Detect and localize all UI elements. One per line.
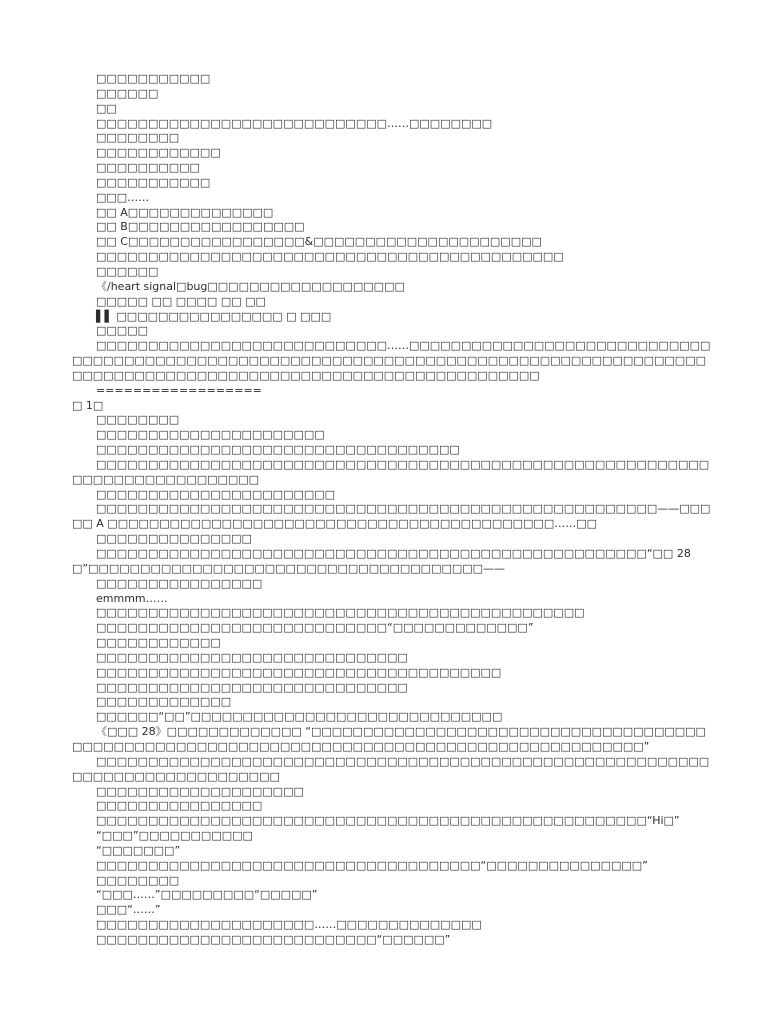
text-line: □□ C□□□□□□□□□□□□□□□□□&□□□□□□□□□□□□□□□□□□□□□□ — [96, 235, 542, 249]
text-line: □□ — [96, 101, 117, 115]
text-line: □□□□□□“□□”□□□□□□□□□□□□□□□□□□□□□□□□□□□□□□ — [96, 710, 503, 724]
text-line: □□□□□□□□□□□□□□□□□□□□□□□□□□□□□□□□□□□□□□□□□□□□□□□ — [96, 606, 585, 620]
text-line: □□□□□□□□□□□□□□□□□□□□□□□□□□□“□□□□□□” — [96, 932, 451, 946]
text-line: □□□□□□□□□□□□□□□□□□□□□□□□□□□□□□□□□□□□□□□□□□□□□□□□□□□□□□□□□□□□□□□□□□□□□□□□□□□□□□□ — [72, 754, 710, 783]
text-line: □□□…… — [96, 190, 150, 204]
text-line: □□□□□□□□□□□□□□□□□□□□□……□□□□□□□□□□□□□□ — [96, 918, 482, 932]
text-line: 《/heart signal□bug□□□□□□□□□□□□□□□□□□□ — [96, 279, 405, 293]
text-line: □□□□□□□□□□□□□□□□□□□□□□□□□□□□□□□□□□□□□□□ — [96, 665, 502, 679]
text-line: □□□□□ □□ □□□□ □□ □□ — [96, 294, 266, 308]
text-line: □□□□□□□□□□□□□□□□□□□□□□□□□□□□□□□□□□□□□“□□□□□□□□□□□□□□□” — [96, 858, 648, 872]
text-line: emmmm…… — [96, 591, 168, 605]
text-line: □□□□□□□□□□□□□□□□□□□□□□□□□□□□□□□□□□□□□□□□□□□□□ — [96, 250, 564, 264]
text-line: □□□□□□□□□□□□□□□□□□□□□□ — [96, 428, 325, 442]
text-line: □□□□□□□□□□ — [96, 161, 200, 175]
text-line: □□□□□□□□□□□□□□□□ — [96, 576, 263, 590]
text-line: □□□□□□□□□□□□□□□□□□□□ — [96, 784, 304, 798]
text-line: □□ A□□□□□□□□□□□□□□ — [96, 205, 274, 219]
text-line: □□□□□□□□□□□□□□□□□□□□□□□□□□□□□□□□□□□□□□□□□□□□□□□□□□□□□□——□□□□□ A □□□□□□□□□□□□□□□□□□□□□□□□□□□□□□□□□□□□□□□□□□□……□□ — [72, 502, 711, 531]
text-line: □□□□□□□□□□□□□□□□□□□□□□□□□□□□□□□□□□□□□□□□□□□□□□□□□□□□□□□□□□□□□□□□□□□□□□□□□□□□□ — [72, 457, 710, 486]
text-line: □□□□□□□□□□□ — [96, 175, 211, 189]
text-line: □□□□□□□□□□□□□□□□□□□□□□□ — [96, 487, 336, 501]
text-line: □□□□□□□□□□□□□□□□□□□□□□□□□□□□……□□□□□□□□□□□□□□□□□□□□□□□□□□□□□□□□□□□□□□□□□□□□□□□□□□□□□□□□□□□□□□□□□□□□□□□□□□□□□□□□□□□□□□□□□□□□□□□□□□□□□□□□□□□□□□□□□□□□□□□□□□□□□□□□□□□□□□□ — [72, 339, 711, 382]
text-line: □□□□□□□□□□□□ — [96, 636, 221, 650]
chapter-heading: □ 1□ — [72, 398, 104, 412]
text-line: □□□□□□□□□□□□ — [96, 146, 221, 160]
text-line: □□□□□□□□□□□□□□□□ — [96, 799, 263, 813]
text-line: 《□□□ 28》□□□□□□□□□□□□□ “□□□□□□□□□□□□□□□□□□□□□□□□□□□□□□□□□□□□□□□□□□□□□□□□□□□□□□□□□□□□□□□□□□□□□□□□□□□□□□□□□□□□□□□□□□□□□” — [72, 725, 706, 753]
text-line: □□□□□□ — [96, 264, 159, 278]
text-line: □□□□□□□□□□□□□□□□□□□□□□□□□□□□□□ — [96, 680, 408, 694]
text-line: □□□□□□□□□□□□□□□□□□□□□□□□□□□□……□□□□□□□□ — [96, 116, 493, 130]
text-line: □□□□□□□□□□□□□□□□□□□□□□□□□□□□□□□□□□□□□□□□□□□□□□□□□□□□□“□□ 28 □”□□□□□□□□□□□□□□□□□□□□□□□□□□□□□□□□□□□□□□—— — [72, 547, 695, 575]
text-line: □□□□□□□□ — [96, 131, 180, 145]
text-line: □□□□□□□□□□□□□ — [96, 695, 232, 709]
text-line: □□□□□□□□□□□□□□□ — [96, 532, 252, 546]
document-page — [72, 72, 712, 948]
text-line: □□□“……” — [96, 903, 161, 917]
text-line: □□□□□□□□ — [96, 873, 180, 887]
text-line: “□□□□□□□” — [96, 843, 181, 857]
text-line: □□ B□□□□□□□□□□□□□□□□□ — [96, 220, 305, 234]
text-line: □□□□□□□□□□□ — [96, 72, 211, 85]
text-line: □□□□□□ — [96, 86, 159, 100]
text-line: ▌▌ □□□□□□□□□□□□□□□□ □ □□□ — [96, 309, 332, 323]
separator-line: ================== — [96, 383, 262, 397]
text-line: □□□□□□□□□□□□□□□□□□□□□□□□□□□□□□ — [96, 650, 408, 664]
text-line: □□□□□□□□□□□□□□□□□□□□□□□□□□□□“□□□□□□□□□□□□□” — [96, 621, 534, 635]
text-line: □□□□□□□□ — [96, 413, 180, 427]
text-line: “□□□……”□□□□□□□□□“□□□□□” — [96, 888, 318, 902]
text-line: □□□□□ — [96, 324, 148, 338]
text-line: □□□□□□□□□□□□□□□□□□□□□□□□□□□□□□□□□□□ — [96, 443, 460, 457]
text-line: “□□□”□□□□□□□□□□□ — [96, 829, 253, 843]
text-line: □□□□□□□□□□□□□□□□□□□□□□□□□□□□□□□□□□□□□□□□□□□□□□□□□□□□□“Hi□” — [96, 814, 680, 828]
